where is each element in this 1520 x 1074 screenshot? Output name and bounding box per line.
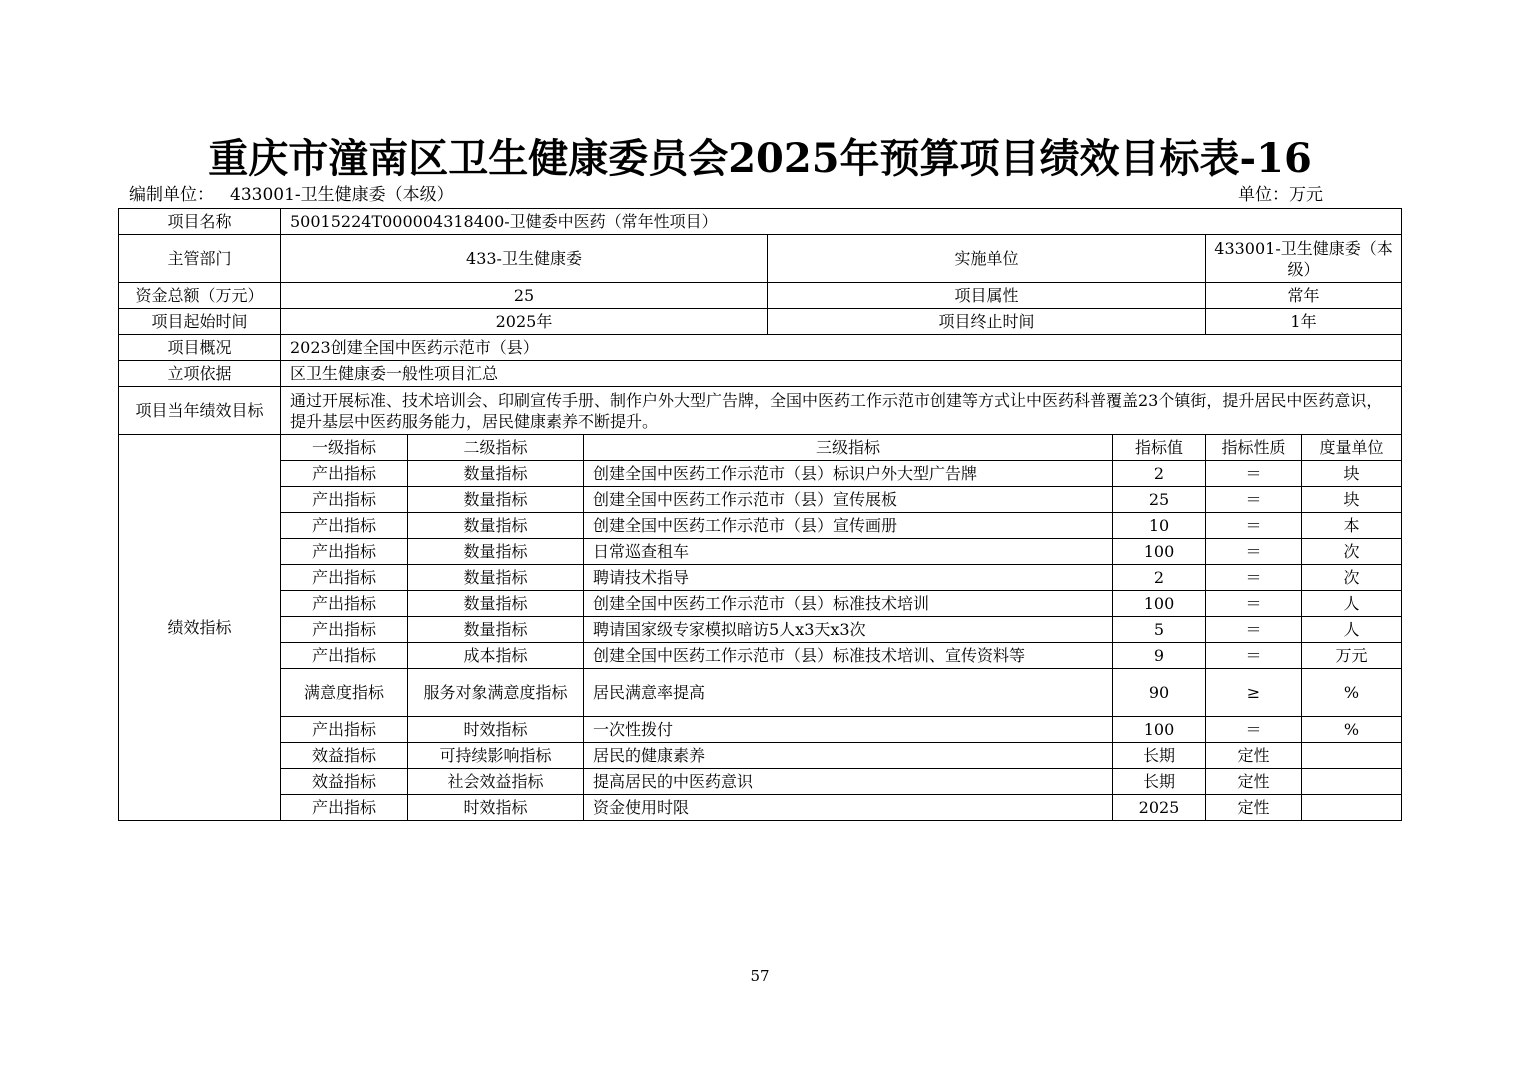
table-row	[119, 461, 1402, 487]
indicator-nature: ≥	[1206, 669, 1302, 717]
indicator-level2: 数量指标	[408, 487, 584, 513]
indicator-value: 25	[1113, 487, 1206, 513]
table-row	[119, 643, 1402, 669]
indicator-level2: 数量指标	[408, 461, 584, 487]
table-row	[119, 717, 1402, 743]
overview-value: 2023创建全国中医药示范市（县）	[281, 335, 1402, 361]
performance-table	[118, 208, 1402, 821]
indicator-value: 100	[1113, 717, 1206, 743]
indicator-level1: 产出指标	[281, 461, 408, 487]
indicator-level1: 产出指标	[281, 643, 408, 669]
indicator-level3: 创建全国中医药工作示范市（县）标准技术培训	[584, 591, 1113, 617]
indicator-unit: 人	[1302, 617, 1402, 643]
indicator-value: 2	[1113, 565, 1206, 591]
table-row	[119, 743, 1402, 769]
impl-value: 433001-卫生健康委（本级）	[1206, 235, 1402, 283]
indicator-level2: 数量指标	[408, 565, 584, 591]
indicator-unit: %	[1302, 669, 1402, 717]
indicator-level1: 产出指标	[281, 513, 408, 539]
indicator-level2: 成本指标	[408, 643, 584, 669]
dept-label: 主管部门	[119, 235, 281, 283]
indicator-unit: 次	[1302, 539, 1402, 565]
project-name-label: 项目名称	[119, 209, 281, 235]
indicator-level3: 创建全国中医药工作示范市（县）标识户外大型广告牌	[584, 461, 1113, 487]
indicator-nature: ＝	[1206, 539, 1302, 565]
page-title: 重庆市潼南区卫生健康委员会2025年预算项目绩效目标表-16	[208, 135, 1312, 182]
basis-label: 立项依据	[119, 361, 281, 387]
fund-label: 资金总额（万元）	[119, 283, 281, 309]
indicator-level3: 创建全国中医药工作示范市（县）标准技术培训、宣传资料等	[584, 643, 1113, 669]
indicator-level1: 效益指标	[281, 743, 408, 769]
goal-value: 通过开展标准、技术培训会、印刷宣传手册、制作户外大型广告牌，全国中医药工作示范市创建等方式让中医药科普覆盖23个镇街，提升居民中医药意识，提升基层中医药服务能力，居民健康素养不断提升。	[281, 387, 1402, 435]
indicator-value: 长期	[1113, 769, 1206, 795]
indicator-level2: 服务对象满意度指标	[408, 669, 584, 717]
start-label: 项目起始时间	[119, 309, 281, 335]
indicator-level3: 居民的健康素养	[584, 743, 1113, 769]
start-value: 2025年	[281, 309, 768, 335]
indicator-nature: ＝	[1206, 617, 1302, 643]
indicator-level3: 创建全国中医药工作示范市（县）宣传画册	[584, 513, 1113, 539]
indicator-value: 100	[1113, 591, 1206, 617]
indicator-level1: 产出指标	[281, 617, 408, 643]
project-name-value: 50015224T000004318400-卫健委中医药（常年性项目）	[281, 209, 1402, 235]
indicator-level1: 产出指标	[281, 795, 408, 821]
indicator-level1: 产出指标	[281, 565, 408, 591]
row-department	[119, 235, 1402, 283]
indicator-level3: 一次性拨付	[584, 717, 1113, 743]
indicator-unit: 次	[1302, 565, 1402, 591]
indicator-nature: ＝	[1206, 487, 1302, 513]
indicator-value: 5	[1113, 617, 1206, 643]
header-value: 指标值	[1113, 435, 1206, 461]
table-row	[119, 565, 1402, 591]
unit-label: 单位：万元	[1238, 185, 1323, 205]
indicator-level3: 聘请国家级专家模拟暗访5人x3天x3次	[584, 617, 1113, 643]
indicator-nature: 定性	[1206, 743, 1302, 769]
indicator-level2: 数量指标	[408, 591, 584, 617]
indicator-unit: %	[1302, 717, 1402, 743]
indicator-unit: 本	[1302, 513, 1402, 539]
fund-value: 25	[281, 283, 768, 309]
table-row	[119, 617, 1402, 643]
row-indicator-headers	[119, 435, 1402, 461]
row-basis	[119, 361, 1402, 387]
indicator-level1: 产出指标	[281, 539, 408, 565]
indicator-level2: 时效指标	[408, 717, 584, 743]
indicator-unit: 人	[1302, 591, 1402, 617]
table-row	[119, 769, 1402, 795]
indicator-level3: 创建全国中医药工作示范市（县）宣传展板	[584, 487, 1113, 513]
indicator-unit: 块	[1302, 487, 1402, 513]
indicator-nature: ＝	[1206, 565, 1302, 591]
table-row	[119, 591, 1402, 617]
indicator-level1: 效益指标	[281, 769, 408, 795]
indicator-nature: ＝	[1206, 643, 1302, 669]
indicator-nature: 定性	[1206, 769, 1302, 795]
indicator-value: 长期	[1113, 743, 1206, 769]
indicator-unit: 万元	[1302, 643, 1402, 669]
indicator-level3: 居民满意率提高	[584, 669, 1113, 717]
table-row	[119, 487, 1402, 513]
goal-label: 项目当年绩效目标	[119, 387, 281, 435]
org-label: 编制单位：	[129, 185, 214, 205]
indicator-level3: 聘请技术指导	[584, 565, 1113, 591]
indicator-level3: 提高居民的中医药意识	[584, 769, 1113, 795]
header-level2: 二级指标	[408, 435, 584, 461]
dept-value: 433-卫生健康委	[281, 235, 768, 283]
end-label: 项目终止时间	[768, 309, 1206, 335]
indicator-level3: 资金使用时限	[584, 795, 1113, 821]
page-number: 57	[750, 967, 770, 985]
row-goal	[119, 387, 1402, 435]
header-level3: 三级指标	[584, 435, 1113, 461]
indicator-nature: ＝	[1206, 513, 1302, 539]
indicator-unit	[1302, 795, 1402, 821]
table-row	[119, 795, 1402, 821]
indicator-nature: ＝	[1206, 717, 1302, 743]
org-line	[129, 184, 454, 206]
row-time	[119, 309, 1402, 335]
indicator-value: 90	[1113, 669, 1206, 717]
indicator-level1: 产出指标	[281, 487, 408, 513]
indicator-unit	[1302, 769, 1402, 795]
org-value: 433001-卫生健康委（本级）	[230, 185, 454, 205]
indicator-value: 2	[1113, 461, 1206, 487]
indicator-unit	[1302, 743, 1402, 769]
overview-label: 项目概况	[119, 335, 281, 361]
indicator-level2: 数量指标	[408, 617, 584, 643]
attr-label: 项目属性	[768, 283, 1206, 309]
indicators-section-label: 绩效指标	[119, 435, 281, 821]
header-nature: 指标性质	[1206, 435, 1302, 461]
indicator-nature: ＝	[1206, 591, 1302, 617]
indicator-level1: 满意度指标	[281, 669, 408, 717]
indicator-value: 9	[1113, 643, 1206, 669]
table-row	[119, 539, 1402, 565]
indicator-unit: 块	[1302, 461, 1402, 487]
indicator-value: 100	[1113, 539, 1206, 565]
row-project-name	[119, 209, 1402, 235]
indicator-level2: 可持续影响指标	[408, 743, 584, 769]
indicator-nature: 定性	[1206, 795, 1302, 821]
row-overview	[119, 335, 1402, 361]
attr-value: 常年	[1206, 283, 1402, 309]
indicator-nature: ＝	[1206, 461, 1302, 487]
indicator-level2: 数量指标	[408, 539, 584, 565]
table-row	[119, 669, 1402, 717]
indicator-level2: 时效指标	[408, 795, 584, 821]
basis-value: 区卫生健康委一般性项目汇总	[281, 361, 1402, 387]
indicator-level1: 产出指标	[281, 591, 408, 617]
impl-label: 实施单位	[768, 235, 1206, 283]
indicator-level2: 社会效益指标	[408, 769, 584, 795]
table-row	[119, 513, 1402, 539]
indicator-value: 2025	[1113, 795, 1206, 821]
indicator-level1: 产出指标	[281, 717, 408, 743]
header-level1: 一级指标	[281, 435, 408, 461]
indicator-level2: 数量指标	[408, 513, 584, 539]
row-fund	[119, 283, 1402, 309]
header-unit: 度量单位	[1302, 435, 1402, 461]
indicator-level3: 日常巡查租车	[584, 539, 1113, 565]
indicator-value: 10	[1113, 513, 1206, 539]
end-value: 1年	[1206, 309, 1402, 335]
